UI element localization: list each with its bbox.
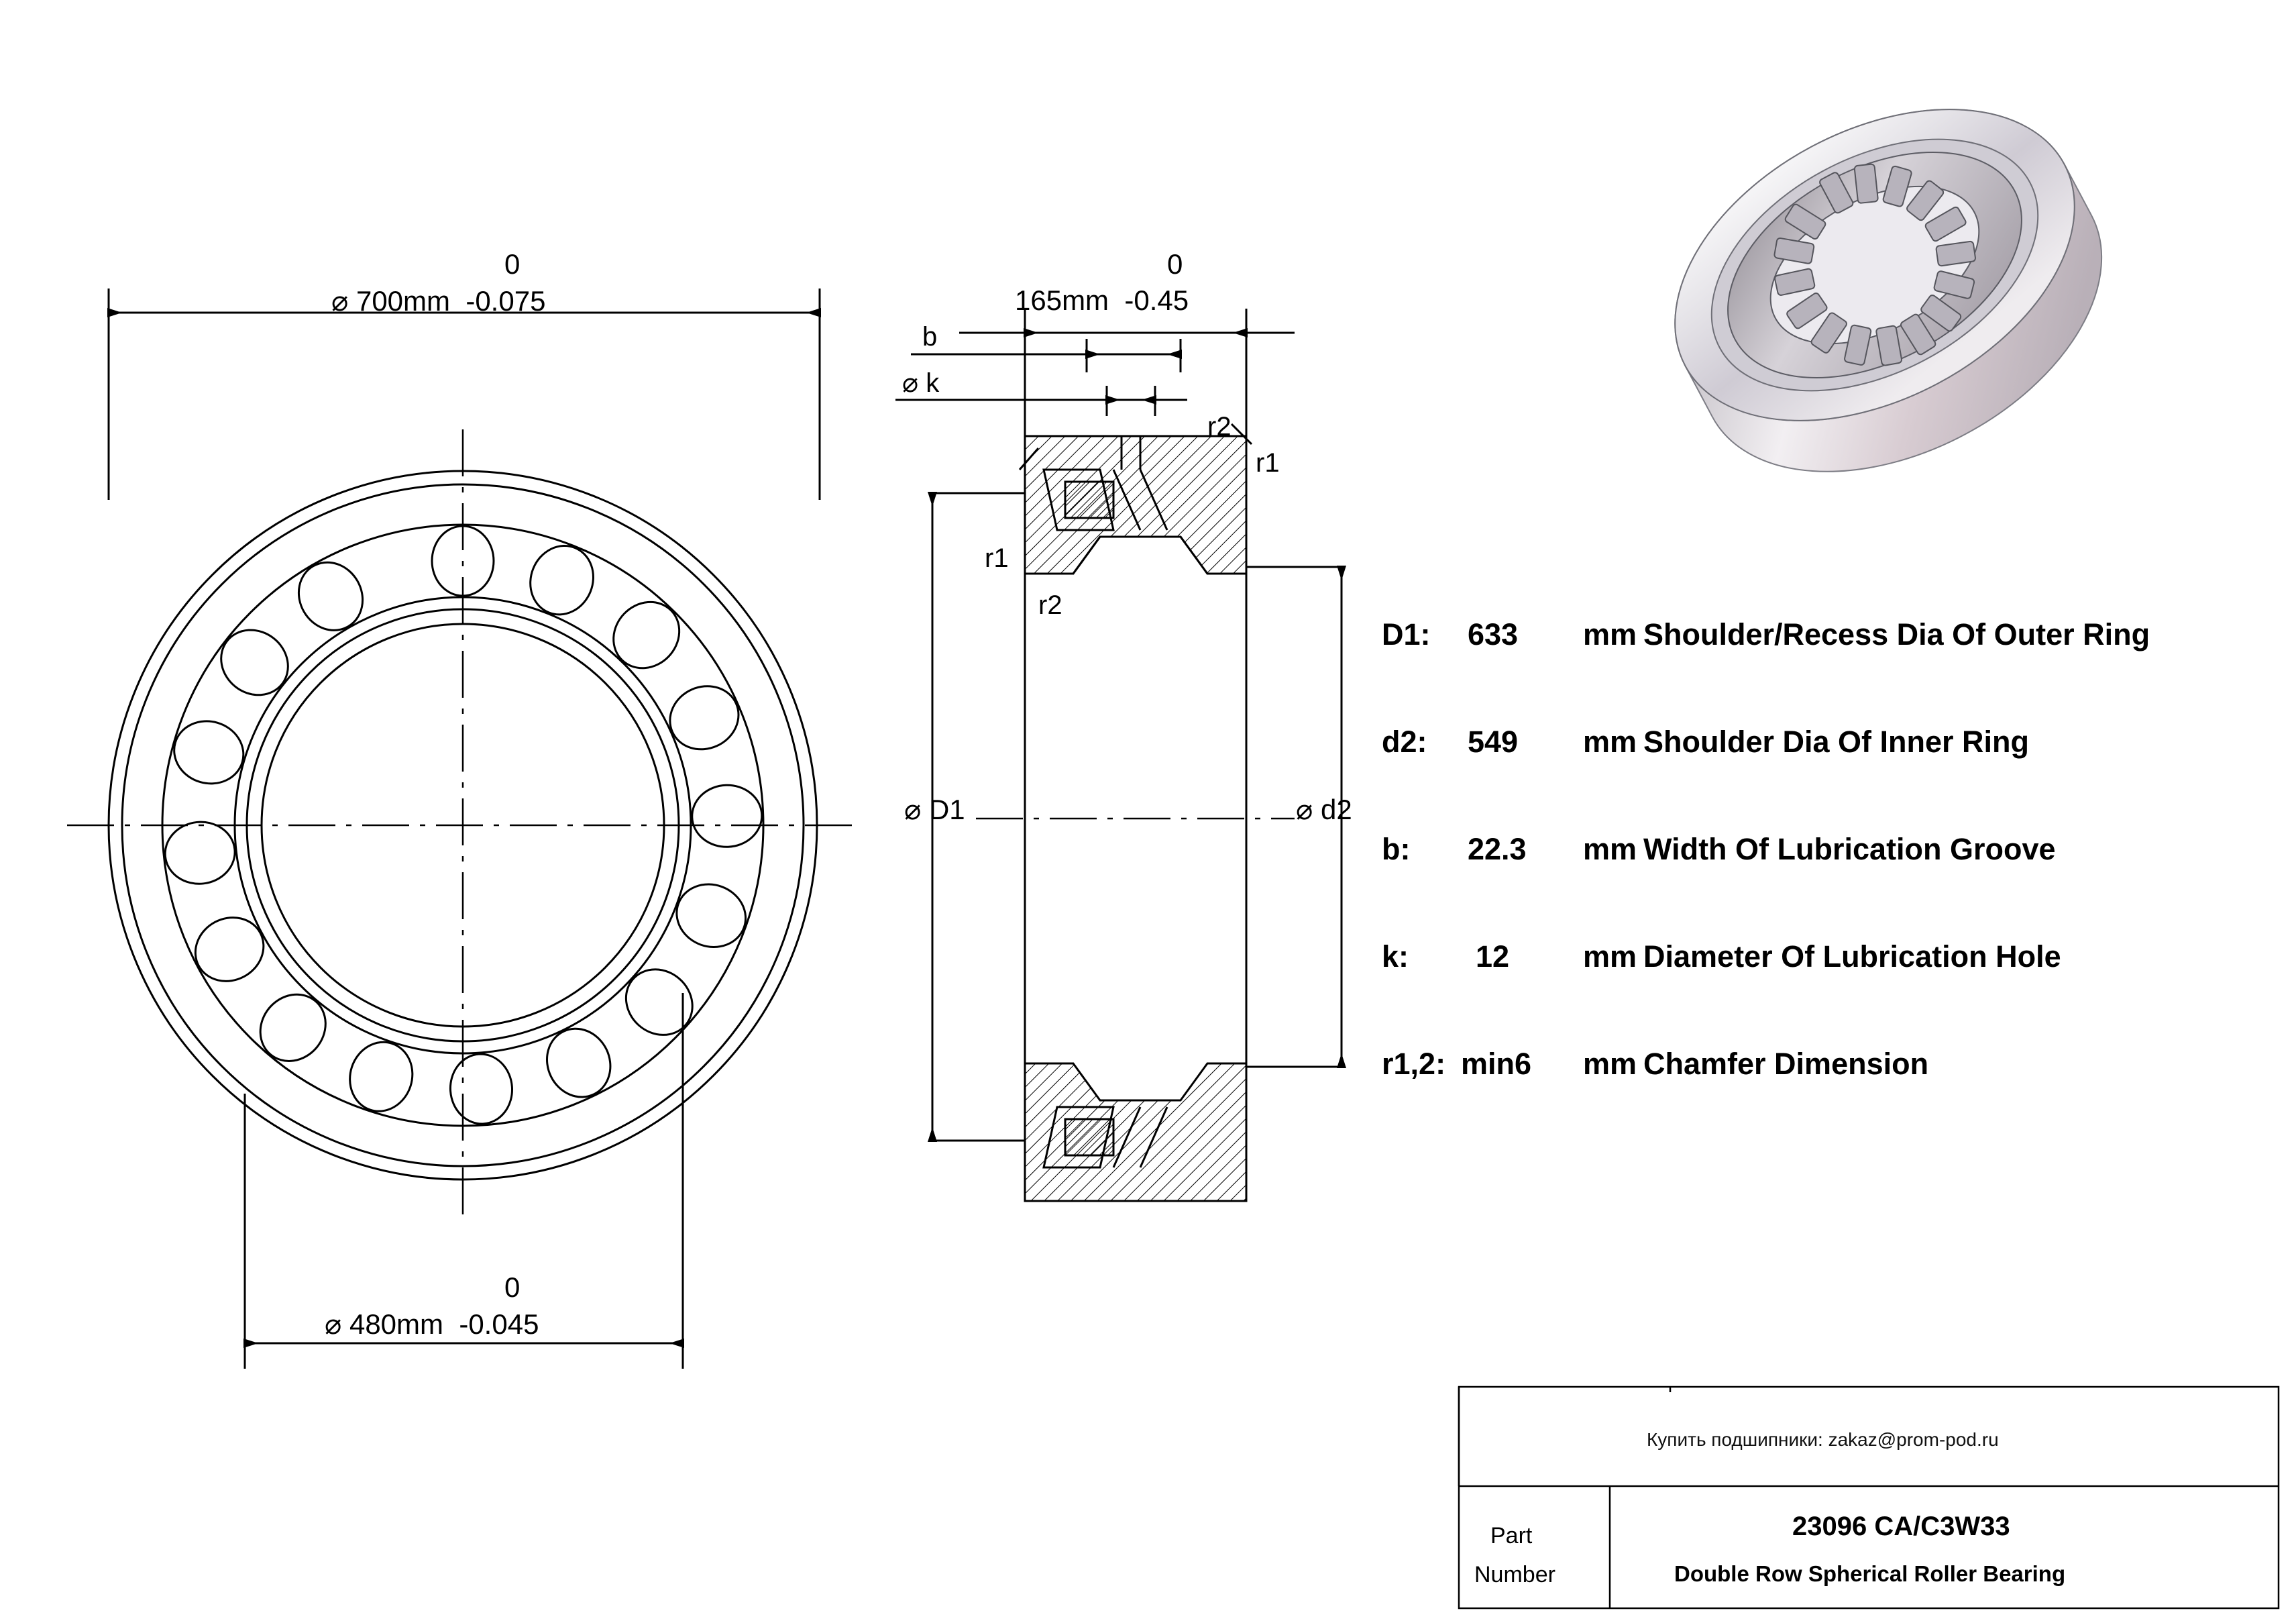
- od-dimension: [109, 289, 820, 500]
- spec-value: 22.3: [1468, 832, 1527, 866]
- spec-description: Chamfer Dimension: [1643, 1047, 1929, 1081]
- label-r1-right: r1: [1256, 448, 1280, 478]
- width-tolerance-top: 0: [1167, 248, 1183, 280]
- spec-row: [1382, 1027, 2267, 1134]
- titleblock-part-label-line2: Number: [1474, 1562, 1555, 1587]
- spec-value: min6: [1461, 1047, 1532, 1081]
- spec-description: Shoulder Dia Of Inner Ring: [1643, 725, 2030, 759]
- spec-value: 633: [1468, 617, 1519, 651]
- b-dimension: [911, 339, 1181, 372]
- width-dimension: [959, 309, 1295, 436]
- spec-unit: mm: [1583, 832, 1637, 866]
- spec-key: k:: [1382, 939, 1409, 974]
- od-dimension-label: ⌀ 700mm -0.075: [331, 285, 546, 317]
- bore-tolerance-top: 0: [504, 1271, 521, 1303]
- spec-value: 12: [1476, 939, 1510, 974]
- titleblock-part-number: 23096 CA/C3W33: [1792, 1512, 2010, 1541]
- label-d2: ⌀ d2: [1296, 794, 1352, 825]
- spec-value: 549: [1468, 725, 1519, 759]
- label-r1-left: r1: [985, 543, 1009, 573]
- spec-unit: mm: [1583, 725, 1637, 759]
- bore-dimension-label: ⌀ 480mm -0.045: [325, 1308, 539, 1340]
- spec-row: [1382, 812, 2267, 919]
- bearing-3d-render: [1623, 46, 2154, 535]
- spec-key: D1:: [1382, 617, 1431, 651]
- section-view: [976, 436, 1295, 1201]
- titleblock-contact: Купить подшипники: zakaz@prom-pod.ru: [1647, 1429, 1999, 1450]
- label-b: b: [922, 322, 938, 352]
- spec-key: d2:: [1382, 725, 1427, 759]
- spec-row: [1382, 597, 2267, 704]
- label-r2-left: r2: [1038, 590, 1062, 620]
- spec-key: r1,2:: [1382, 1047, 1446, 1081]
- width-dimension-label: 165mm -0.45: [1015, 284, 1189, 316]
- od-tolerance-top: 0: [504, 248, 521, 280]
- k-dimension: [895, 386, 1187, 416]
- label-k: ⌀ k: [902, 368, 940, 398]
- specification-list: [1382, 597, 2267, 1134]
- spec-unit: mm: [1583, 1047, 1637, 1081]
- spec-key: b:: [1382, 832, 1411, 866]
- spec-description: Shoulder/Recess Dia Of Outer Ring: [1643, 617, 2150, 651]
- spec-description: Diameter Of Lubrication Hole: [1643, 939, 2061, 974]
- spec-unit: mm: [1583, 617, 1637, 651]
- spec-description: Width Of Lubrication Groove: [1643, 832, 2056, 866]
- spec-row: [1382, 919, 2267, 1027]
- label-r2-top: r2: [1207, 412, 1232, 441]
- titleblock-part-description: Double Row Spherical Roller Bearing: [1674, 1561, 2066, 1586]
- spec-row: [1382, 704, 2267, 812]
- label-D1: ⌀ D1: [904, 794, 965, 825]
- titleblock-part-label-line1: Part: [1490, 1523, 1533, 1549]
- spec-unit: mm: [1583, 939, 1637, 974]
